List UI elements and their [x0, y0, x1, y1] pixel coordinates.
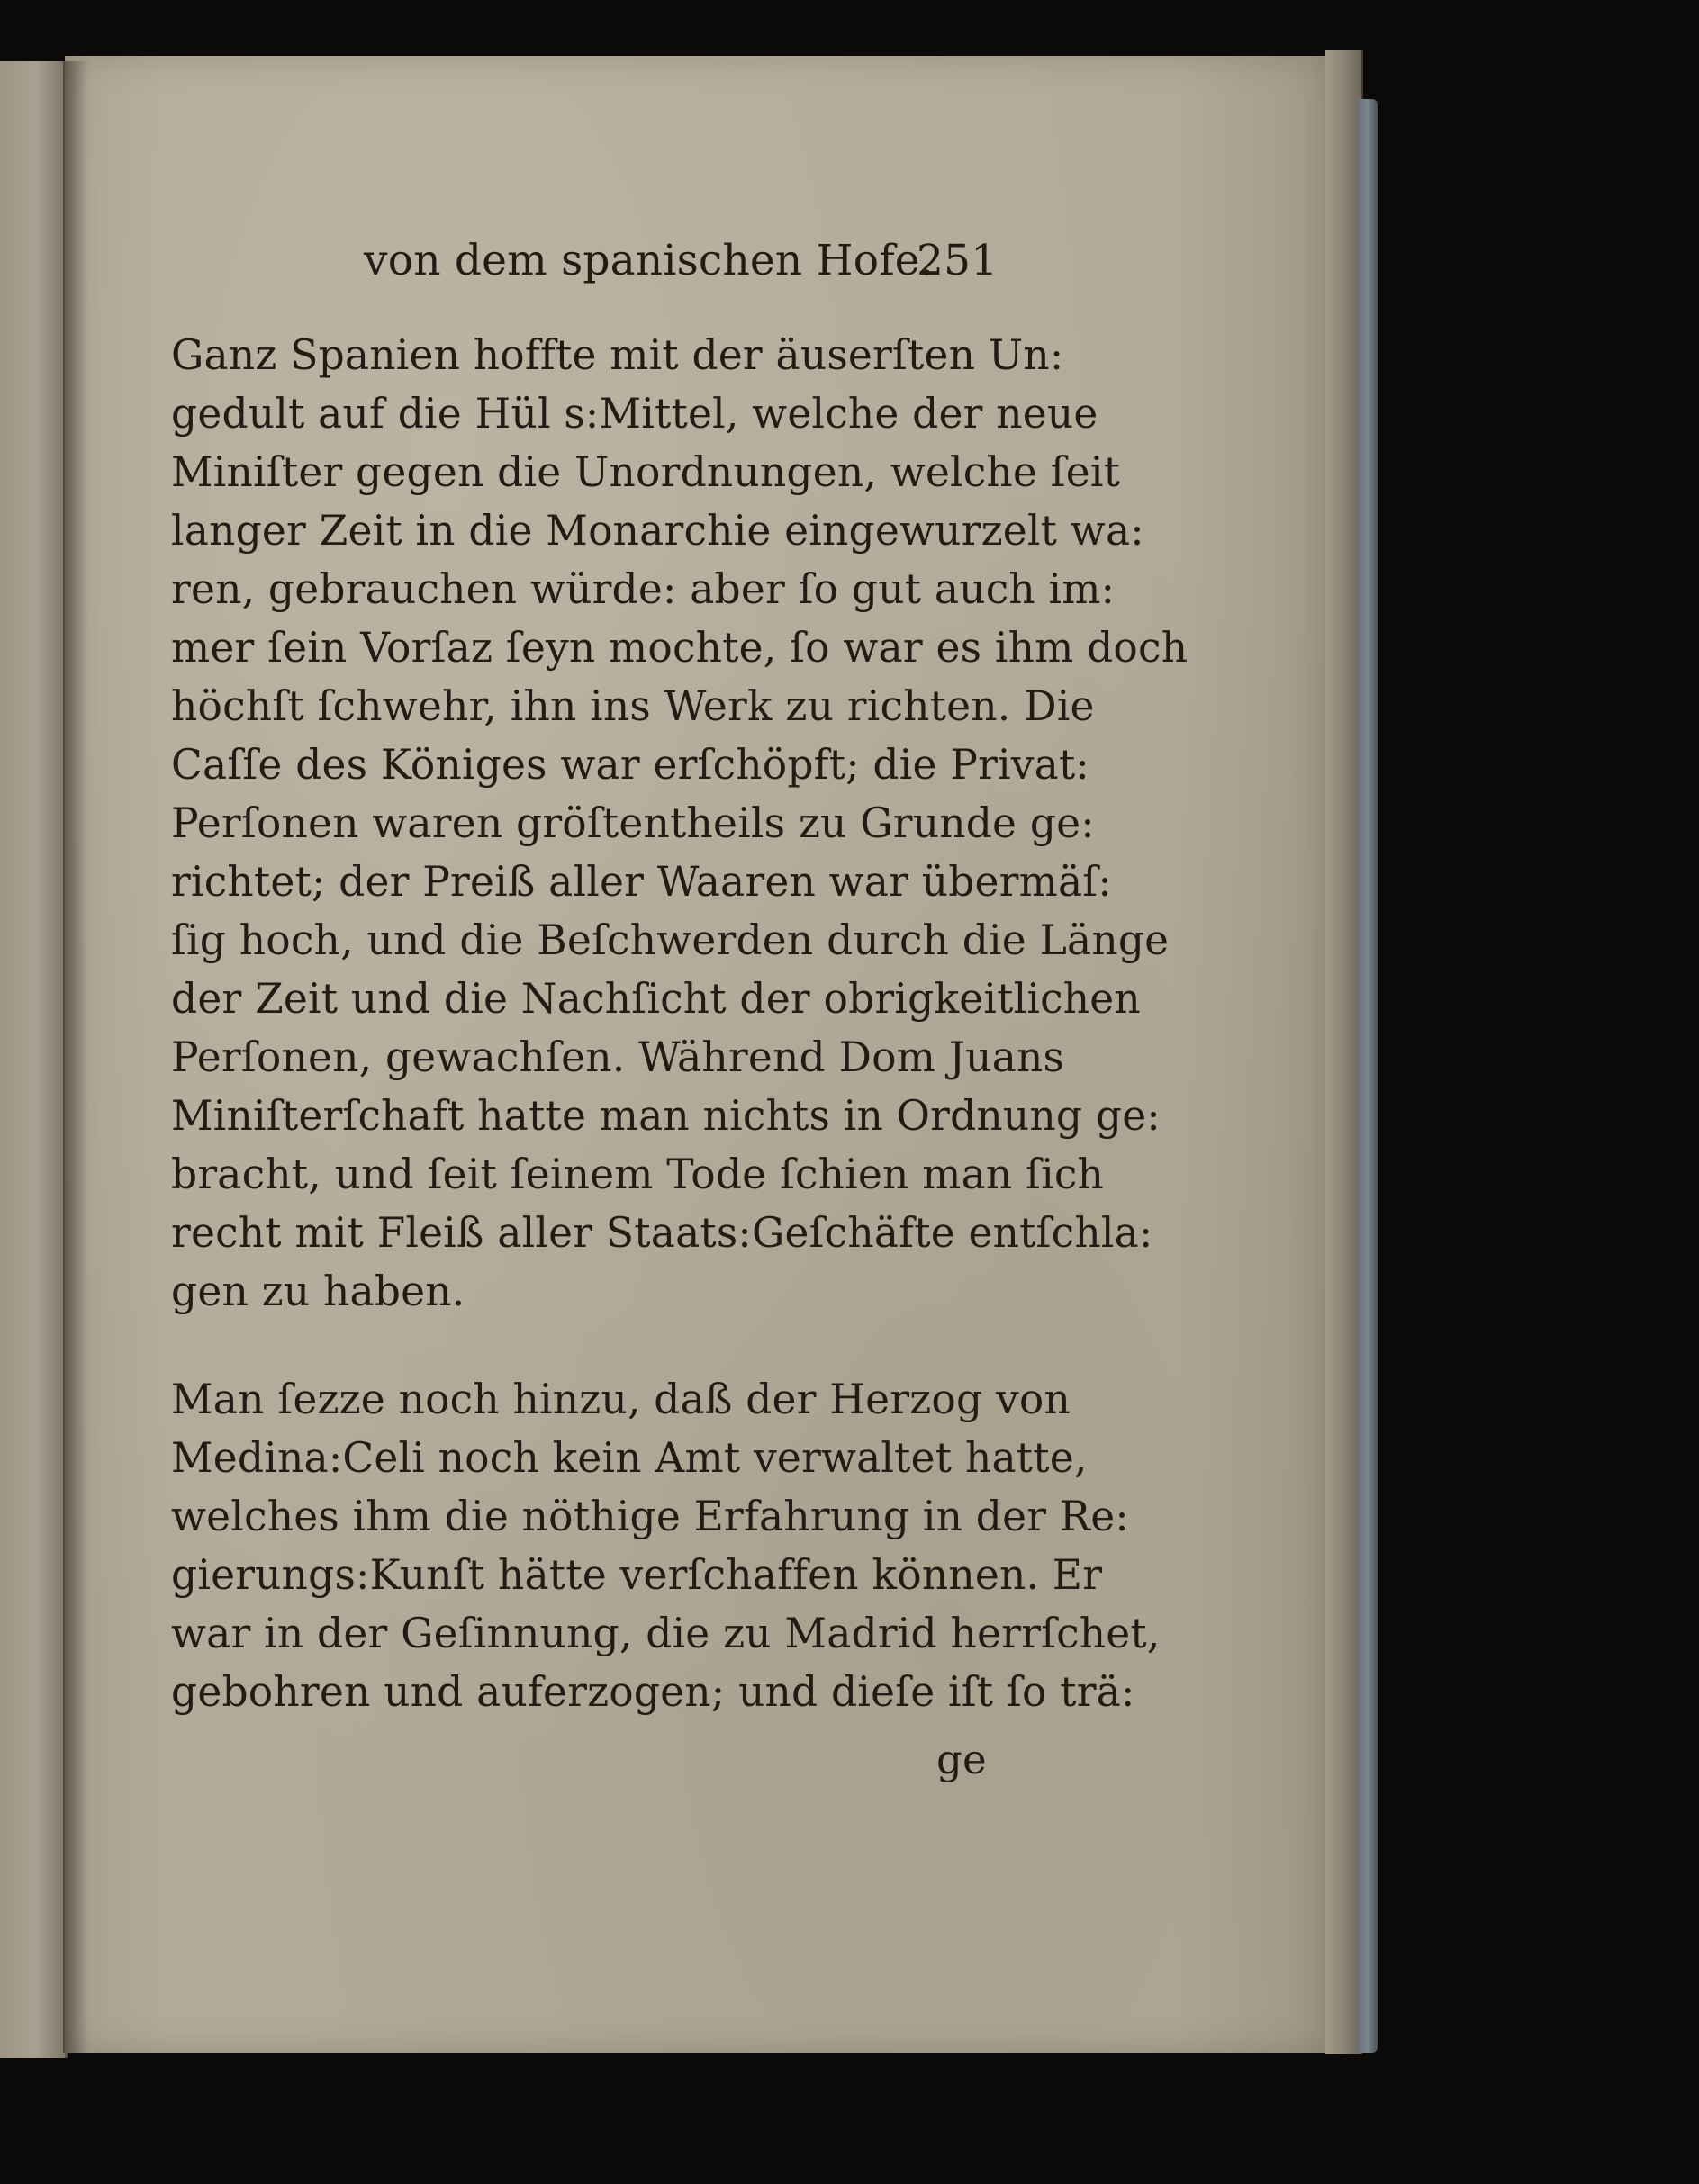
text-line: ſig hoch, und die Beſchwerden durch die Länge — [171, 916, 1170, 964]
text-line: höchſt ſchwehr, ihn ins Werk zu richten. Die — [171, 682, 1095, 730]
catchword: ge — [936, 1736, 987, 1783]
text-line: Man ſezze noch hinzu, daß der Herzog von — [171, 1376, 1071, 1423]
running-header: von dem spanischen Hofe. — [364, 236, 934, 285]
gutter-shadow — [63, 61, 88, 2053]
facing-page-edge — [0, 61, 68, 2058]
text-line: war in der Geſinnung, die zu Madrid herrſchet, — [171, 1610, 1161, 1657]
text-line: Miniſter gegen die Unordnungen, welche ſeit — [171, 448, 1121, 496]
page-number: 251 — [917, 236, 999, 285]
text-line: welches ihm die nöthige Erfahrung in der Re: — [171, 1493, 1129, 1540]
text-line: Ganz Spanien hoffte mit der äuserſten Un: — [171, 331, 1064, 379]
text-line: mer ſein Vorſaz ſeyn mochte, ſo war es ihm doch — [171, 624, 1188, 672]
text-line: langer Zeit in die Monarchie eingewurzelt wa: — [171, 507, 1144, 555]
text-line: Perſonen waren gröſtentheils zu Grunde ge: — [171, 799, 1095, 847]
text-line: Caſſe des Königes war erſchöpft; die Privat: — [171, 741, 1090, 789]
text-line: der Zeit und die Nachſicht der obrigkeitlichen — [171, 975, 1141, 1023]
text-line: gen zu haben. — [171, 1268, 465, 1315]
book-spine — [1358, 99, 1378, 2053]
text-line: Perſonen, gewachſen. Während Dom Juans — [171, 1033, 1065, 1081]
text-line: Medina:Celi noch kein Amt verwaltet hatte, — [171, 1434, 1088, 1482]
text-line: bracht, und ſeit ſeinem Tode ſchien man ſich — [171, 1151, 1105, 1198]
text-line: gierungs:Kunſt hätte verſchaffen können. Er — [171, 1551, 1103, 1599]
text-line: gebohren und auferzogen; und dieſe iſt ſo trä: — [171, 1668, 1135, 1716]
text-line: gedult auf die Hül s:Mittel, welche der neue — [171, 390, 1098, 438]
text-line: recht mit Fleiß aller Staats:Geſchäfte entſchla: — [171, 1209, 1153, 1257]
text-line: ren, gebrauchen würde: aber ſo gut auch im: — [171, 565, 1116, 613]
text-line: richtet; der Preiß aller Waaren war übermäſ: — [171, 858, 1112, 906]
text-line: Miniſterſchaft hatte man nichts in Ordnung ge: — [171, 1092, 1161, 1140]
